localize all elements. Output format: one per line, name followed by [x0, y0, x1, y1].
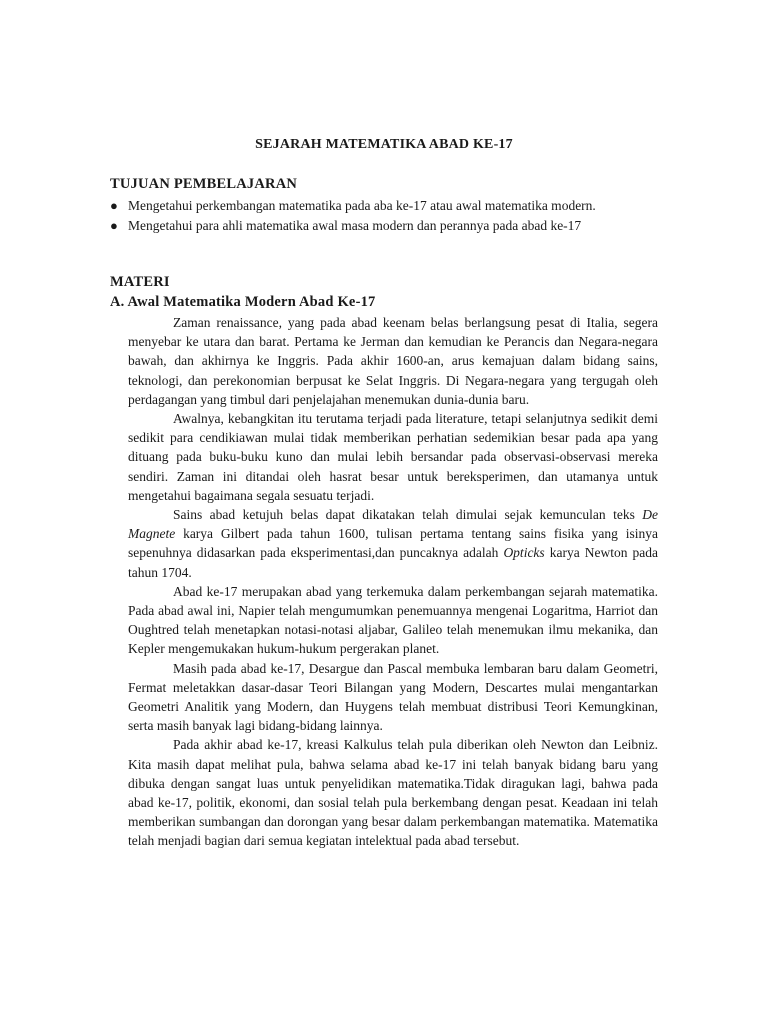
paragraph: Awalnya, kebangkitan itu terutama terjadi pada literature, tetapi selanjutnya sedikit demi sedikit para cendikiawan mulai tidak memberikan perhatian sedemikian besar pada apa yang dituang pada buku-buku kuno dan mulai lebih bersandar pada observasi-observasi mereka sendiri. Zaman ini ditandai oleh hasrat besar untuk bereksperimen, dan utamanya untuk mengetahui bagaimana segala sesuatu terjadi.	[128, 411, 658, 503]
document-title: SEJARAH MATEMATIKA ABAD KE-17	[255, 137, 513, 152]
objective-text: Mengetahui para ahli matematika awal masa modern dan perannya pada abad ke-17	[128, 218, 582, 233]
paragraph: Pada akhir abad ke-17, kreasi Kalkulus telah pula diberikan oleh Newton dan Leibniz. Kita masih dapat melihat pula, bahwa selama abad ke-17 ini telah banyak bidang baru yang dibuka dengan sangat luas untuk penyelidikan matematika.Tidak diragukan lagi, bahwa pada abad ke-17, politik, ekonomi, dan sosial telah pula berkembang dengan pesat. Keadaan ini telah memberikan sumbangan dan dorongan yang besar dalam perkembangan matematika. Matematika telah menjadi bagian dari semua kegiatan intelektual pada abad tersebut.	[128, 737, 658, 849]
paragraph: Zaman renaissance, yang pada abad keenam belas berlangsung pesat di Italia, segera menyebar ke utara dan barat. Pertama ke Jerman dan kemudian ke Perancis dan Negara-negara bawah, dan akhirnya ke Inggris. Pada akhir 1600-an, arus kemajuan dalam bidang sains, teknologi, dan perekonomian berpusat ke Selat Inggris. Di Negara-negara yang tergugah oleh perdagangan yang timbul dari penjelajahan menemukan dunia-dunia baru.	[128, 315, 658, 407]
book-title-opticks: Opticks	[503, 545, 545, 561]
paragraph-text: Sains abad ketujuh belas dapat dikatakan telah dimulai sejak kemunculan teks	[173, 507, 643, 523]
bullet-icon: ●	[110, 198, 118, 213]
paragraph: Abad ke-17 merupakan abad yang terkemuka dalam perkembangan sejarah matematika. Pada abad awal ini, Napier telah mengumumkan penemuannya mengenai Logaritma, Harriot dan Oughtred telah menetapkan notasi-notasi aljabar, Galileo telah menemukan ilmu mekanika, dan Kepler mengemukakan hukum-hukum pergerakan planet.	[128, 583, 658, 657]
list-item	[110, 196, 658, 215]
objectives-heading: TUJUAN PEMBELAJARAN	[110, 176, 298, 192]
paragraph-text: karya Newton pada tahun 1704.	[128, 545, 658, 580]
objective-text: Mengetahui perkembangan matematika pada aba ke-17 atau awal matematika modern.	[128, 198, 596, 213]
objectives-list	[110, 196, 658, 236]
materi-heading: MATERI	[110, 274, 170, 290]
bullet-icon: ●	[110, 218, 118, 233]
materi-subheading: A. Awal Matematika Modern Abad Ke-17	[110, 294, 376, 310]
paragraph-text: karya Gilbert pada tahun 1600, tulisan pertama tentang sains fisika yang isinya sepenuhnya didasarkan pada eksperimentasi,dan puncaknya adalah	[128, 526, 658, 561]
book-title-de-magnete: De Magnete	[128, 507, 658, 542]
materi-body	[128, 313, 658, 851]
list-item	[110, 216, 658, 235]
paragraph: Masih pada abad ke-17, Desargue dan Pascal membuka lembaran baru dalam Geometri, Fermat meletakkan dasar-dasar Teori Bilangan yang Modern, Descartes mulai mengantarkan Geometri Analitik yang Modern, dan Huygens telah membuat distribusi Teori Kemungkinan, serta masih banyak lagi bidang-bidang lainnya.	[128, 660, 658, 734]
paragraph	[128, 505, 658, 582]
